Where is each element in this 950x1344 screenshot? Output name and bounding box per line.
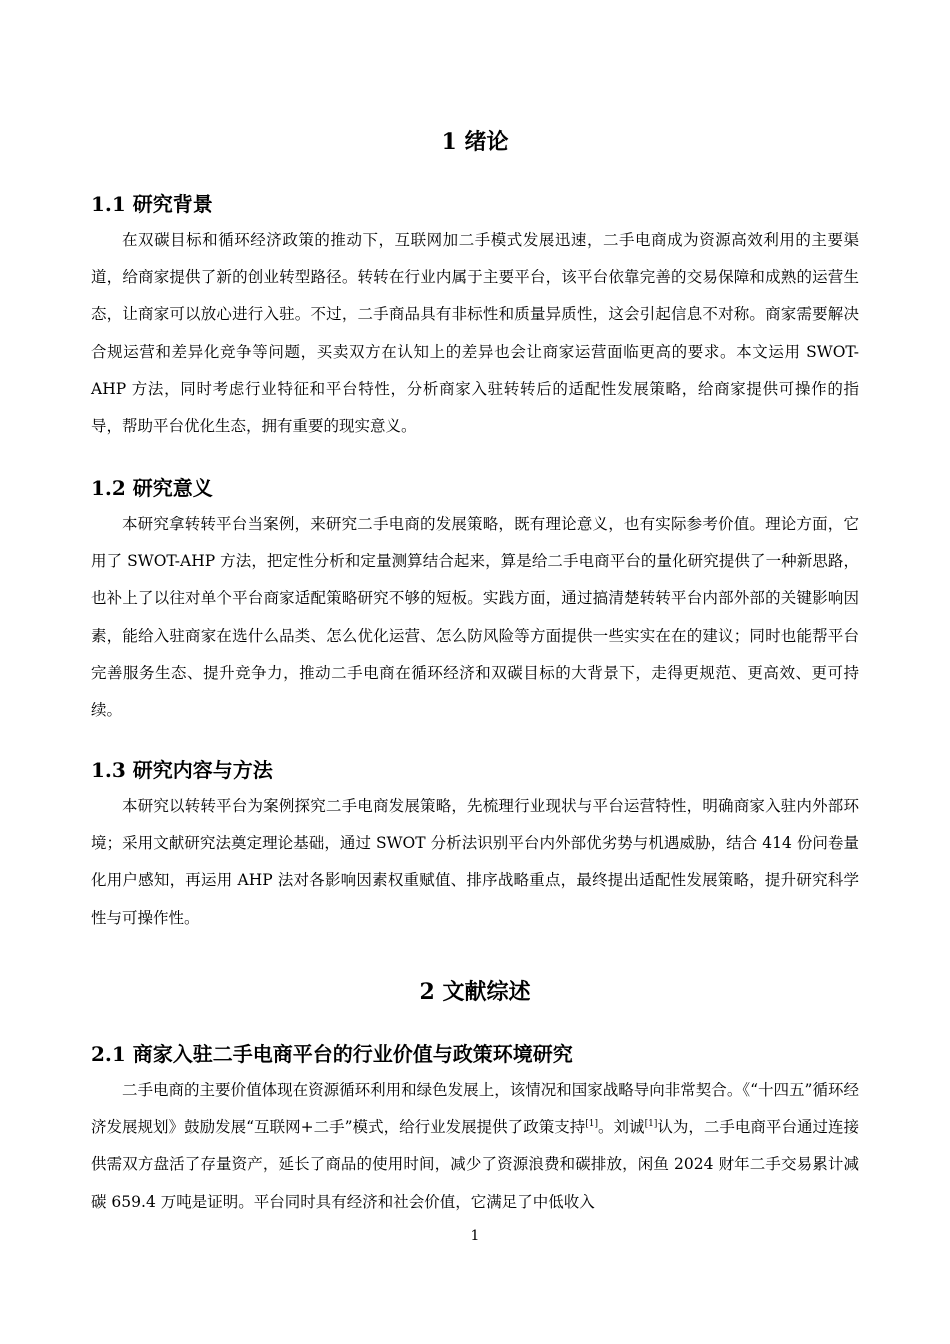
- paragraph-text: 认为，二手电商平台通过连接供需双方盘活了存量资产，延长了商品的使用时间，减少了资源浪费和碳排放，闲鱼 2024 财年二手交易累计减碳 659.4 万吨是证明。平台同时具有经济和社会价值，它满足了中低收入: [91, 1118, 859, 1211]
- section-1-3-heading: 1.3 研究内容与方法: [91, 758, 273, 782]
- section-1-3-paragraph: 本研究以转转平台为案例探究二手电商发展策略，先梳理行业现状与平台运营特性，明确商家入驻内外部环境；采用文献研究法奠定理论基础，通过 SWOT 分析法识别平台内外部优劣势与机遇威胁，结合 414 份问卷量化用户感知，再运用 AHP 法对各影响因素权重赋值、排序战略重点，最终提出适配性发展策略，提升研究科学性与可操作性。: [91, 797, 859, 927]
- section-1-2-heading: 1.2 研究意义: [91, 476, 213, 500]
- citation-reference: [1]: [644, 1119, 658, 1130]
- chapter-2-title: 2 文献综述: [419, 979, 531, 1005]
- section-1-1-paragraph: 在双碳目标和循环经济政策的推动下，互联网加二手模式发展迅速，二手电商成为资源高效利用的主要渠道，给商家提供了新的创业转型路径。转转在行业内属于主要平台，该平台依靠完善的交易保障和成熟的运营生态，让商家可以放心进行入驻。不过，二手商品具有非标性和质量异质性，这会引起信息不对称。商家需要解决合规运营和差异化竞争等问题，买卖双方在认知上的差异也会让商家运营面临更高的要求。本文运用 SWOT-AHP 方法，同时考虑行业特征和平台特性，分析商家入驻转转后的适配性发展策略，给商家提供可操作的指导，帮助平台优化生态，拥有重要的现实意义。: [91, 231, 859, 436]
- section-2-1-paragraph: [91, 1072, 859, 1221]
- paragraph-text: 二手电商的主要价值体现在资源循环利用和绿色发展上，该情况和国家战略导向非常契合。《“十四五”循环经济发展规划》鼓励发展“互联网+二手”模式，给行业发展提供了政策支持: [91, 1081, 859, 1137]
- paragraph-text: 。刘诚: [598, 1118, 645, 1137]
- chapter-1-title: 1 绪论: [441, 129, 509, 155]
- section-1-2-paragraph: 本研究拿转转平台当案例，来研究二手电商的发展策略，既有理论意义，也有实际参考价值。理论方面，它用了 SWOT-AHP 方法，把定性分析和定量测算结合起来，算是给二手电商平台的量化研究提供了一种新思路，也补上了以往对单个平台商家适配策略研究不够的短板。实践方面，通过搞清楚转转平台内部外部的关键影响因素，能给入驻商家在选什么品类、怎么优化运营、怎么防风险等方面提供一些实实在在的建议；同时也能帮平台完善服务生态、提升竞争力，推动二手电商在循环经济和双碳目标的大背景下，走得更规范、更高效、更可持续。: [91, 515, 859, 720]
- section-1-1-heading: 1.1 研究背景: [91, 192, 213, 216]
- page-number: 1: [470, 1228, 480, 1244]
- section-2-1-heading: 2.1 商家入驻二手电商平台的行业价值与政策环境研究: [91, 1042, 573, 1066]
- citation-reference: [1]: [585, 1119, 599, 1130]
